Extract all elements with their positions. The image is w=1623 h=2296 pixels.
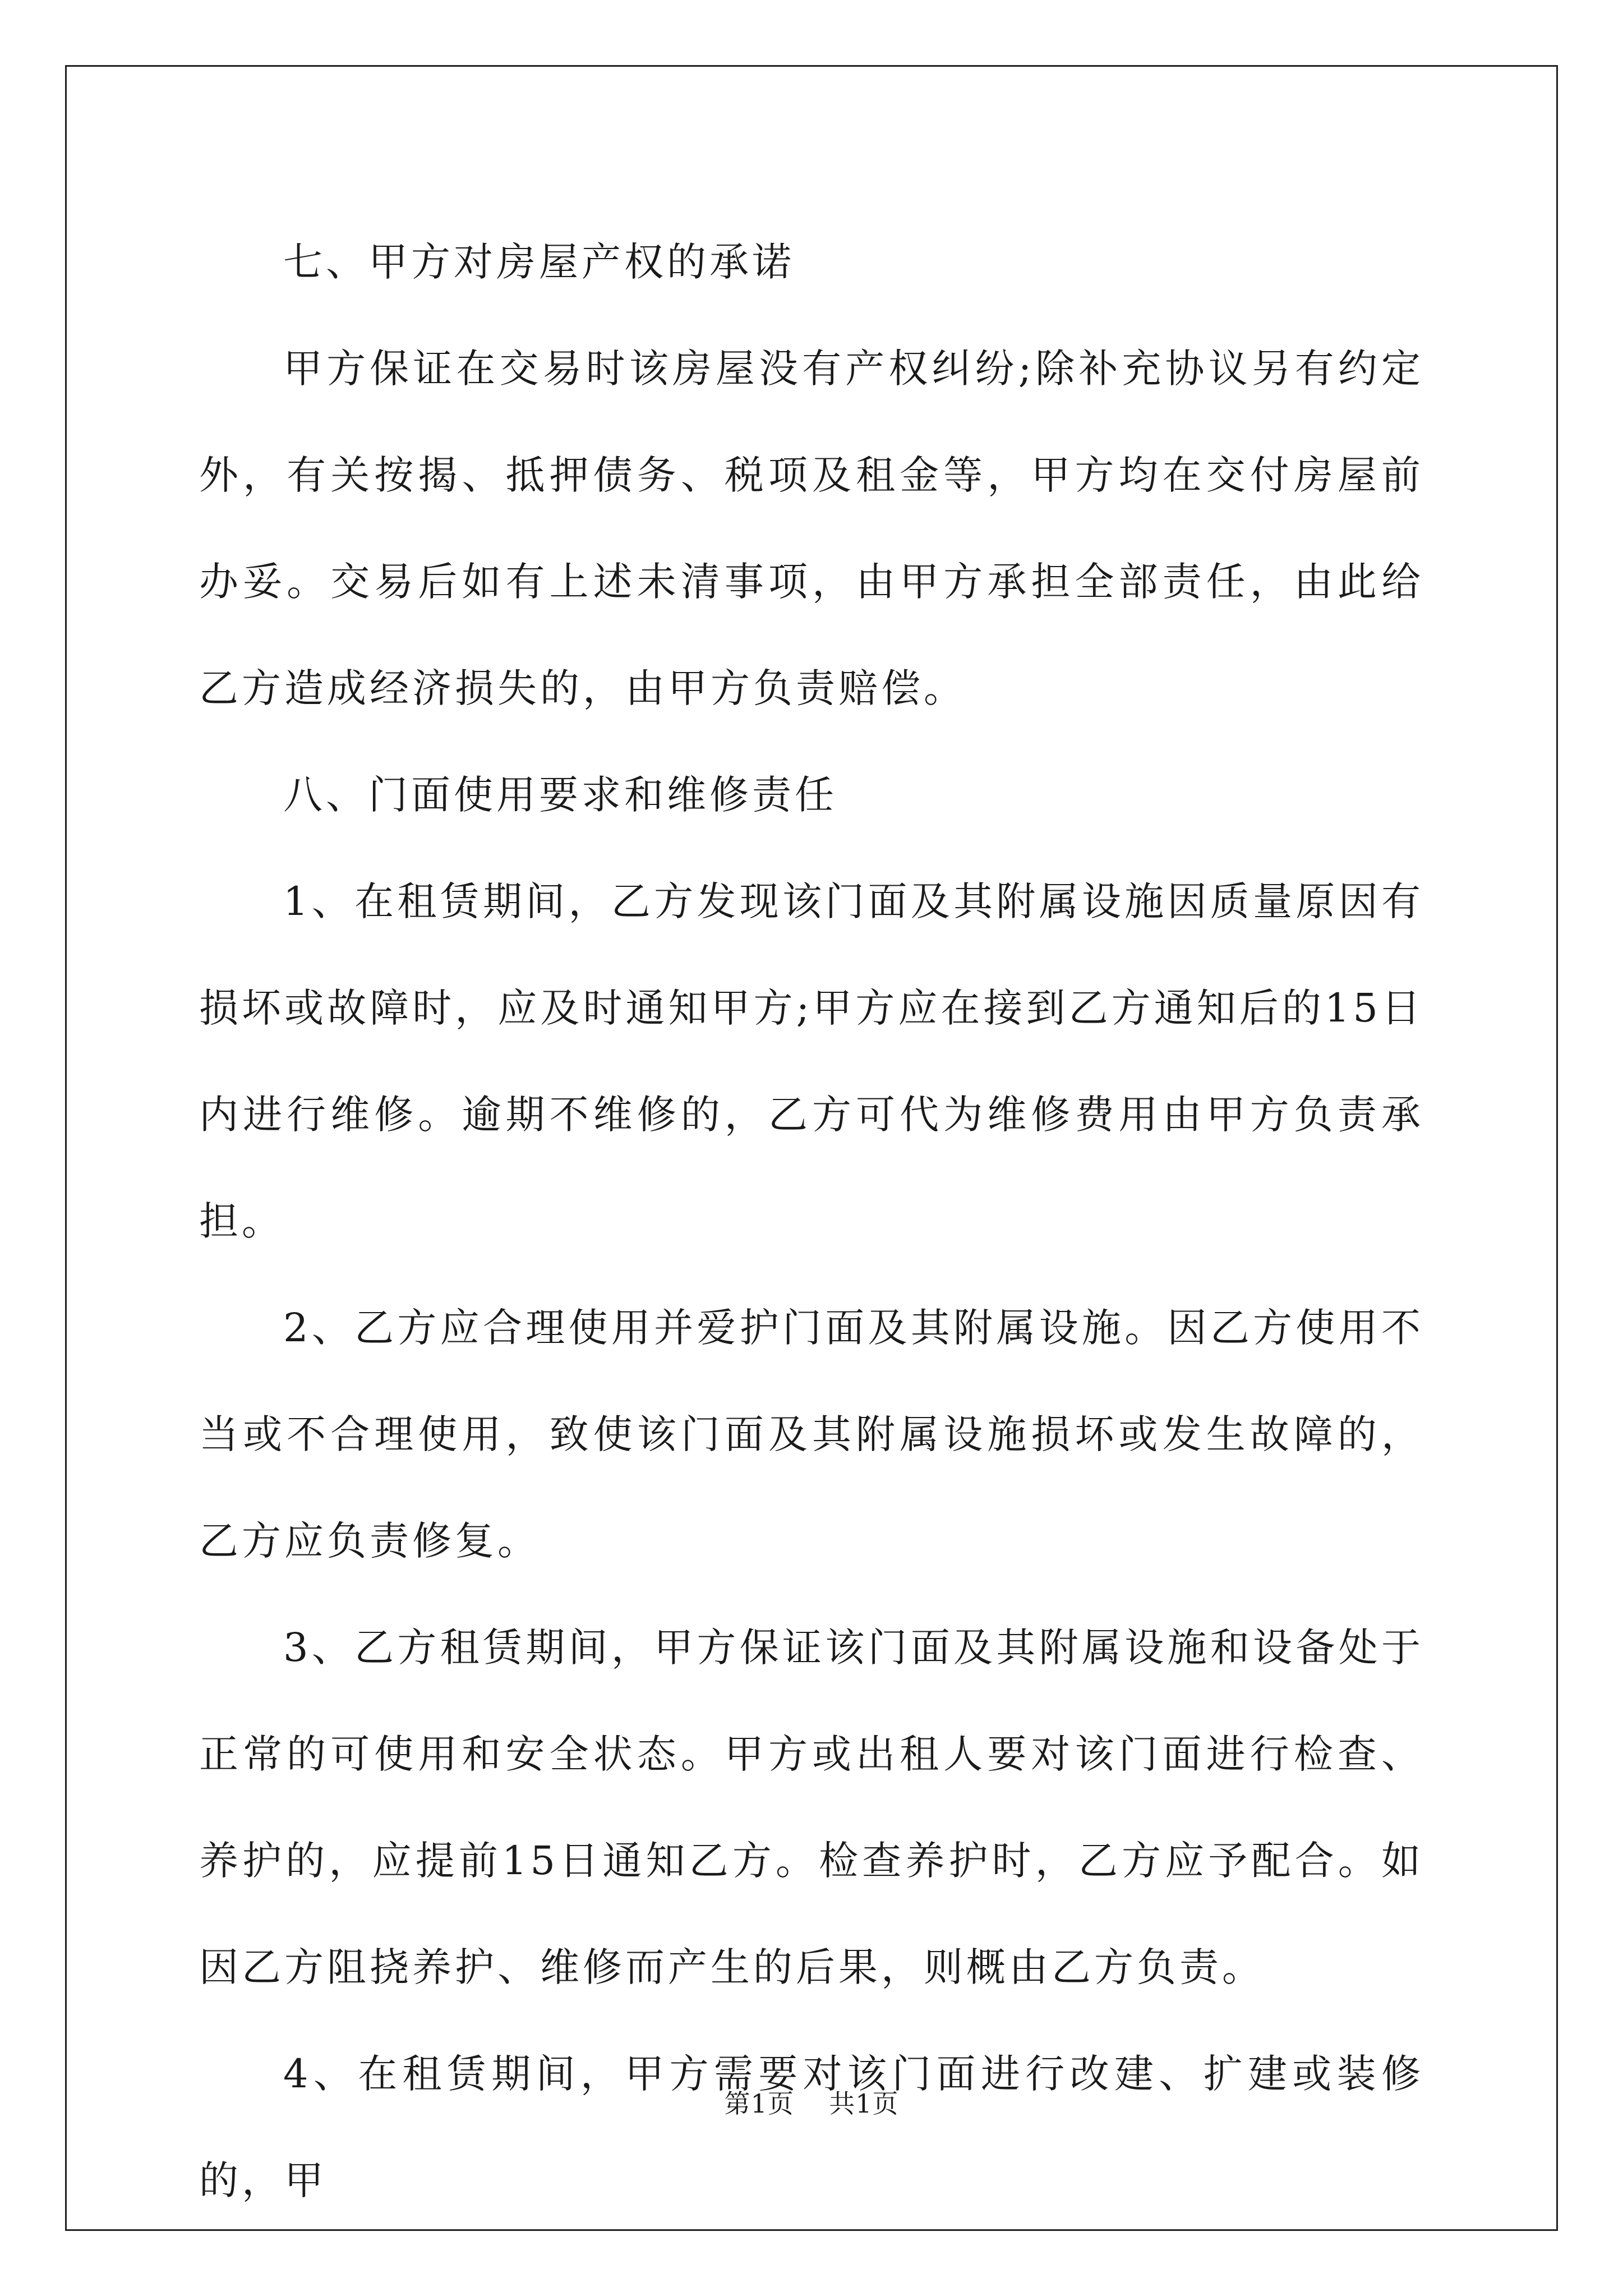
- paragraph-clause-4: 4、在租赁期间，甲方需要对该门面进行改建、扩建或装修的，甲: [199, 2051, 1424, 2203]
- paragraph-clause-2: 2、乙方应合理使用并爱护门面及其附属设施。因乙方使用不当或不合理使用，致使该门面及其附属设施损坏或发生故障的，乙方应负责修复。: [199, 1305, 1424, 1564]
- paragraph-clause-1: 1、在租赁期间，乙方发现该门面及其附属设施因质量原因有损坏或故障时，应及时通知甲方;甲方应在接到乙方通知后的15日内进行维修。逾期不维修的，乙方可代为维修费用由甲方负责承担。: [199, 878, 1424, 1244]
- page-number-current: 第1页: [724, 2088, 794, 2119]
- section-heading-8: 八、门面使用要求和维修责任: [283, 772, 837, 818]
- paragraph-clause-3: 3、乙方租赁期间，甲方保证该门面及其附属设施和设备处于正常的可使用和安全状态。甲方或出租人要对该门面进行检查、养护的，应提前15日通知乙方。检查养护时，乙方应予配合。如因乙方阻挠养护、维修而产生的后果，则概由乙方负责。: [199, 1625, 1424, 1990]
- paragraph-property-guarantee: 甲方保证在交易时该房屋没有产权纠纷;除补充协议另有约定外，有关按揭、抵押债务、税项及租金等，甲方均在交付房屋前办妥。交易后如有上述未清事项，由甲方承担全部责任，由此给乙方造成经济损失的，由甲方负责赔偿。: [199, 346, 1424, 711]
- page-footer: [0, 2087, 1623, 2120]
- document-body: [199, 209, 1424, 2234]
- section-heading-7: 七、甲方对房屋产权的承诺: [283, 239, 795, 285]
- page-number-total: 共1页: [829, 2088, 899, 2119]
